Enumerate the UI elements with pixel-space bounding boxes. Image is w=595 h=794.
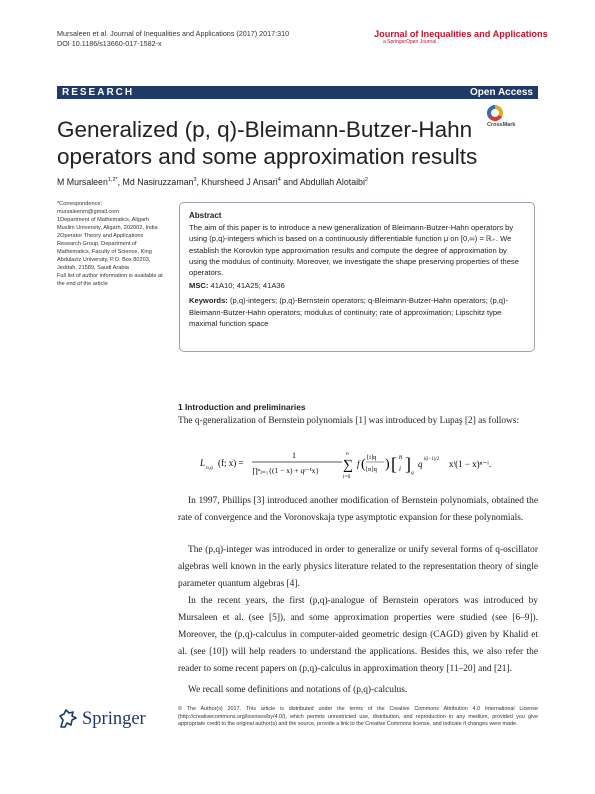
formula-sum-top: n — [346, 451, 349, 457]
paragraph-2-text: In 1997, Phillips [3] introduced another modification of Bernstein polynomials, obtained the rate of convergence and the Voronovskaja type asymptotic expansion for these polynomials. — [178, 496, 538, 523]
author-separator: , — [196, 177, 202, 187]
formula-rparen: ) — [385, 457, 390, 472]
formula-binom-top: n — [399, 453, 403, 461]
license-notice: © The Author(s) 2017. This article is distributed under the terms of the Creative Commons Attribution 4.0 International License (http://creativecommons.org/licenses/by/4.0/), which permits unrestricted use, distribution, and reproduction in any medium, provided you give appropriate credit to the original author(s) and the source, provide a link to the Creative Commons license, and indicate if changes were made. — [178, 706, 538, 728]
keywords-value: (p,q)-integers; (p,q)-Bernstein operators; q-Bleimann-Butzer-Hahn operators; (p,q)-Bleimann-Butzer-Hahn operators; modulus of continuity; rate of approximation; Lipschitz type maximal function space — [189, 296, 509, 328]
paragraph-3-text: The (p,q)-integer was introduced in order to generalize or unify several forms of q-oscillator algebras well known in the early physics literature related to the representation theory of single parameter quantum algebras [4]. — [178, 545, 538, 589]
doi-line[interactable]: DOI 10.1186/s13660-017-1582-x — [57, 39, 162, 48]
author-name[interactable]: M Mursaleen — [57, 177, 108, 187]
formula-sum: ∑ — [343, 458, 353, 473]
paragraph-4 — [178, 593, 538, 678]
msc-label: MSC: — [189, 281, 209, 291]
formula-svg — [200, 447, 530, 481]
section-heading: 1 Introduction and preliminaries — [178, 402, 306, 412]
abstract-heading: Abstract — [189, 211, 222, 220]
formula-f-arg-den: [n]q — [366, 466, 377, 473]
journal-name: Journal of Inequalities and Applications — [374, 29, 548, 39]
affiliation-2: 2Operator Theory and Applications Research Group, Department of Mathematics, Faculty of Science, King Abdulaziz University, P.O. Box 80203, Jeddah, 21589, Saudi Arabia — [57, 233, 152, 271]
msc-line — [189, 280, 525, 291]
author-separator: and — [280, 177, 300, 187]
formula-binom-rbracket: ] — [405, 454, 411, 474]
paragraph-5-text: We recall some definitions and notations of (p,q)-calculus. — [188, 685, 408, 695]
abstract-box — [179, 202, 535, 352]
formula-f: f — [357, 459, 360, 469]
formula-tail2: xⁱ(1 − x)ⁿ⁻ⁱ. — [449, 459, 492, 469]
formula-lhs: L — [200, 458, 206, 468]
formula-numerator: 1 — [292, 451, 296, 460]
affiliation-1: 1Department of Mathematics, Aligarh Muslim University, Aligarh, 202002, India — [57, 217, 158, 231]
formula-lhs-args: (f; x) = — [218, 458, 244, 468]
formula-denominator: ∏ⁿⱼ₌₁{(1 − x) + qʲ⁻¹x} — [252, 466, 319, 475]
formula-f-arg-num: [i]q — [367, 454, 377, 461]
paragraph-1 — [178, 413, 538, 430]
open-access-label: Open Access — [470, 87, 533, 98]
article-type-banner — [57, 86, 538, 99]
formula-tail-q: q — [418, 459, 423, 469]
crossmark-badge[interactable] — [487, 105, 542, 129]
author-affiliation-sup: 1,2* — [107, 177, 118, 184]
paragraph-1-text: The q-generalization of Bernstein polynomials [1] was introduced by Lupaş [2] as follows: — [178, 416, 520, 426]
formula-binom-sub: q — [411, 470, 414, 476]
correspondence-email[interactable]: mursaleenm@gmail.com — [57, 209, 119, 215]
formula-lparen: ( — [361, 457, 366, 472]
crossmark-icon — [487, 105, 503, 121]
paragraph-5 — [178, 682, 538, 699]
paragraph-4-text: In the recent years, the first (p,q)-analogue of Bernstein operators was introduced by Mursaleen et al. (see [5]), and some approximation properties were studied (see [6–9]). Moreover, the (p,q)-calculus in computer-aided geometric design (CAGD) given by Khalid et al. (see [10]) will help readers to understand the applications. Besides this, we also refer the reader to some recent papers on (p,q)-calculus in approximation theory [11–20] and [21]. — [178, 596, 538, 674]
article-title: Generalized (p, q)-Bleimann-Butzer-Hahn operators and some approximation results — [57, 117, 478, 169]
author-affiliation-sup: 3 — [193, 177, 197, 184]
author-list — [57, 177, 537, 187]
springer-horse-icon — [57, 708, 79, 730]
article-category: RESEARCH — [62, 87, 135, 98]
formula-lhs-sub: n,q — [206, 465, 213, 471]
author-separator: , — [117, 177, 123, 187]
full-author-info-note: Full list of author information is available at the end of the article — [57, 273, 163, 287]
author-name[interactable]: Khursheed J Ansari — [201, 177, 278, 187]
springer-wordmark: Springer — [82, 709, 146, 729]
msc-value: 41A10; 41A25; 41A36 — [210, 281, 285, 291]
correspondence-label: *Correspondence: — [57, 201, 103, 207]
formula-binom-bottom: i — [399, 465, 401, 473]
crossmark-label: CrossMark — [487, 122, 516, 128]
lupas-formula — [200, 447, 530, 481]
citation-header — [57, 29, 289, 49]
citation-line: Mursaleen et al. Journal of Inequalities and Applications (2017) 2017:310 — [57, 29, 290, 38]
author-name[interactable]: Abdullah Alotaibi — [299, 177, 365, 187]
keywords-label: Keywords: — [189, 296, 228, 306]
author-name[interactable]: Md Nasiruzzaman — [122, 177, 194, 187]
keywords-line — [189, 295, 525, 329]
author-affiliation-sup: 4 — [277, 177, 281, 184]
formula-tail-exp: i(i−1)/2 — [424, 457, 440, 462]
journal-subtitle: a SpringerOpen Journal — [383, 39, 437, 45]
abstract-text: The aim of this paper is to introduce a new generalization of Bleimann-Butzer-Hahn operators by using (p,q)-integers which is based on a continuously differentiable function μ on [0,∞) = ℝ₊. We establish the Korovkin type approximation results and compute the degree of approximation by using the modulus of continuity. Moreover, we investigate the shape preserving properties of these operators. — [189, 223, 519, 278]
paragraph-2 — [178, 493, 538, 527]
paragraph-3 — [178, 542, 538, 593]
journal-logo[interactable] — [370, 29, 548, 45]
springer-logo[interactable] — [57, 708, 177, 734]
author-affiliation-sup: 2 — [364, 177, 368, 184]
formula-binom-lbracket: [ — [391, 454, 397, 474]
formula-sum-bottom: i=0 — [343, 474, 351, 480]
correspondence-sidebar — [57, 200, 167, 288]
